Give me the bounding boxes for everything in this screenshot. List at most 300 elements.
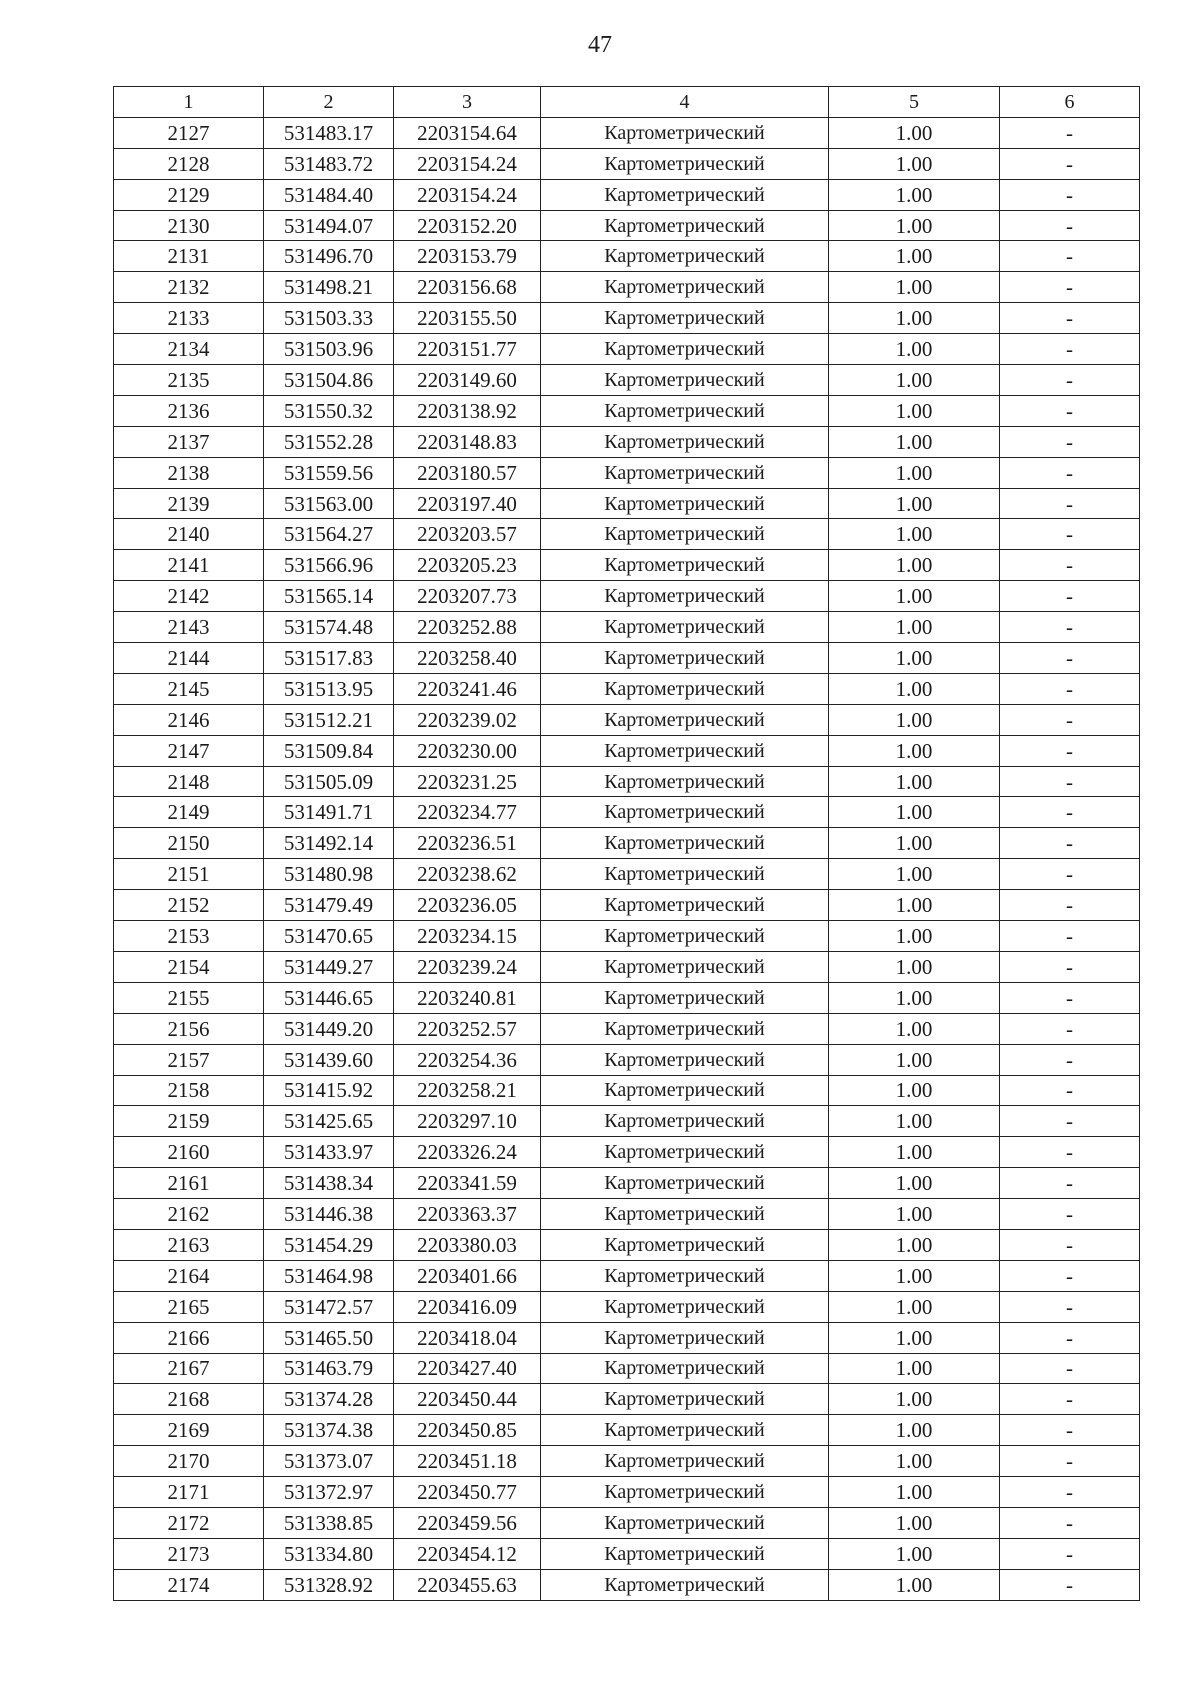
method-cell: Картометрический: [541, 1569, 829, 1600]
note-cell: -: [1000, 797, 1140, 828]
method-cell: Картометрический: [541, 982, 829, 1013]
table-row: [114, 1353, 1140, 1384]
x-coordinate-cell: 531552.28: [264, 426, 394, 457]
method-cell: Картометрический: [541, 1353, 829, 1384]
method-cell: Картометрический: [541, 1013, 829, 1044]
accuracy-cell: 1.00: [829, 334, 1000, 365]
method-cell: Картометрический: [541, 334, 829, 365]
x-coordinate-cell: 531480.98: [264, 859, 394, 890]
y-coordinate-cell: 2203455.63: [394, 1569, 541, 1600]
note-cell: -: [1000, 1477, 1140, 1508]
y-coordinate-cell: 2203155.50: [394, 303, 541, 334]
x-coordinate-cell: 531374.38: [264, 1415, 394, 1446]
accuracy-cell: 1.00: [829, 365, 1000, 396]
y-coordinate-cell: 2203149.60: [394, 365, 541, 396]
table-row: [114, 859, 1140, 890]
table-row: [114, 148, 1140, 179]
point-number-cell: 2139: [114, 488, 264, 519]
x-coordinate-cell: 531425.65: [264, 1106, 394, 1137]
x-coordinate-cell: 531449.27: [264, 951, 394, 982]
coordinates-table: [113, 86, 1140, 1601]
method-cell: Картометрический: [541, 365, 829, 396]
y-coordinate-cell: 2203297.10: [394, 1106, 541, 1137]
note-cell: -: [1000, 951, 1140, 982]
y-coordinate-cell: 2203180.57: [394, 457, 541, 488]
x-coordinate-cell: 531517.83: [264, 643, 394, 674]
method-cell: Картометрический: [541, 395, 829, 426]
accuracy-cell: 1.00: [829, 395, 1000, 426]
y-coordinate-cell: 2203154.64: [394, 117, 541, 148]
note-cell: -: [1000, 1260, 1140, 1291]
note-cell: -: [1000, 1322, 1140, 1353]
x-coordinate-cell: 531334.80: [264, 1538, 394, 1569]
y-coordinate-cell: 2203450.44: [394, 1384, 541, 1415]
x-coordinate-cell: 531465.50: [264, 1322, 394, 1353]
y-coordinate-cell: 2203254.36: [394, 1044, 541, 1075]
method-cell: Картометрический: [541, 581, 829, 612]
accuracy-cell: 1.00: [829, 581, 1000, 612]
point-number-cell: 2174: [114, 1569, 264, 1600]
note-cell: -: [1000, 982, 1140, 1013]
accuracy-cell: 1.00: [829, 457, 1000, 488]
point-number-cell: 2140: [114, 519, 264, 550]
x-coordinate-cell: 531372.97: [264, 1477, 394, 1508]
method-cell: Картометрический: [541, 1291, 829, 1322]
column-header: 5: [829, 87, 1000, 118]
note-cell: -: [1000, 704, 1140, 735]
y-coordinate-cell: 2203197.40: [394, 488, 541, 519]
y-coordinate-cell: 2203234.15: [394, 921, 541, 952]
accuracy-cell: 1.00: [829, 1044, 1000, 1075]
accuracy-cell: 1.00: [829, 921, 1000, 952]
note-cell: -: [1000, 395, 1140, 426]
x-coordinate-cell: 531491.71: [264, 797, 394, 828]
table-row: [114, 951, 1140, 982]
accuracy-cell: 1.00: [829, 1106, 1000, 1137]
x-coordinate-cell: 531483.17: [264, 117, 394, 148]
method-cell: Картометрический: [541, 766, 829, 797]
method-cell: Картометрический: [541, 797, 829, 828]
y-coordinate-cell: 2203450.85: [394, 1415, 541, 1446]
y-coordinate-cell: 2203230.00: [394, 735, 541, 766]
note-cell: -: [1000, 457, 1140, 488]
method-cell: Картометрический: [541, 488, 829, 519]
note-cell: -: [1000, 550, 1140, 581]
accuracy-cell: 1.00: [829, 426, 1000, 457]
x-coordinate-cell: 531464.98: [264, 1260, 394, 1291]
accuracy-cell: 1.00: [829, 117, 1000, 148]
accuracy-cell: 1.00: [829, 1137, 1000, 1168]
y-coordinate-cell: 2203418.04: [394, 1322, 541, 1353]
note-cell: -: [1000, 890, 1140, 921]
point-number-cell: 2172: [114, 1507, 264, 1538]
method-cell: Картометрический: [541, 519, 829, 550]
y-coordinate-cell: 2203380.03: [394, 1229, 541, 1260]
method-cell: Картометрический: [541, 643, 829, 674]
accuracy-cell: 1.00: [829, 303, 1000, 334]
table-row: [114, 519, 1140, 550]
accuracy-cell: 1.00: [829, 179, 1000, 210]
x-coordinate-cell: 531483.72: [264, 148, 394, 179]
note-cell: -: [1000, 643, 1140, 674]
note-cell: -: [1000, 1013, 1140, 1044]
note-cell: -: [1000, 334, 1140, 365]
note-cell: -: [1000, 673, 1140, 704]
method-cell: Картометрический: [541, 612, 829, 643]
x-coordinate-cell: 531492.14: [264, 828, 394, 859]
x-coordinate-cell: 531504.86: [264, 365, 394, 396]
x-coordinate-cell: 531563.00: [264, 488, 394, 519]
y-coordinate-cell: 2203450.77: [394, 1477, 541, 1508]
method-cell: Картометрический: [541, 1507, 829, 1538]
point-number-cell: 2170: [114, 1446, 264, 1477]
y-coordinate-cell: 2203451.18: [394, 1446, 541, 1477]
accuracy-cell: 1.00: [829, 1168, 1000, 1199]
note-cell: -: [1000, 1353, 1140, 1384]
point-number-cell: 2162: [114, 1199, 264, 1230]
note-cell: -: [1000, 1538, 1140, 1569]
y-coordinate-cell: 2203454.12: [394, 1538, 541, 1569]
accuracy-cell: 1.00: [829, 1415, 1000, 1446]
x-coordinate-cell: 531484.40: [264, 179, 394, 210]
note-cell: -: [1000, 1137, 1140, 1168]
note-cell: -: [1000, 426, 1140, 457]
y-coordinate-cell: 2203459.56: [394, 1507, 541, 1538]
note-cell: -: [1000, 735, 1140, 766]
table-row: [114, 673, 1140, 704]
x-coordinate-cell: 531566.96: [264, 550, 394, 581]
point-number-cell: 2129: [114, 179, 264, 210]
note-cell: -: [1000, 1075, 1140, 1106]
point-number-cell: 2127: [114, 117, 264, 148]
x-coordinate-cell: 531496.70: [264, 241, 394, 272]
accuracy-cell: 1.00: [829, 1569, 1000, 1600]
x-coordinate-cell: 531503.96: [264, 334, 394, 365]
point-number-cell: 2147: [114, 735, 264, 766]
x-coordinate-cell: 531509.84: [264, 735, 394, 766]
x-coordinate-cell: 531550.32: [264, 395, 394, 426]
x-coordinate-cell: 531479.49: [264, 890, 394, 921]
y-coordinate-cell: 2203326.24: [394, 1137, 541, 1168]
note-cell: -: [1000, 766, 1140, 797]
column-header: 1: [114, 87, 264, 118]
method-cell: Картометрический: [541, 1106, 829, 1137]
method-cell: Картометрический: [541, 210, 829, 241]
point-number-cell: 2171: [114, 1477, 264, 1508]
accuracy-cell: 1.00: [829, 704, 1000, 735]
y-coordinate-cell: 2203138.92: [394, 395, 541, 426]
point-number-cell: 2148: [114, 766, 264, 797]
point-number-cell: 2130: [114, 210, 264, 241]
method-cell: Картометрический: [541, 1260, 829, 1291]
x-coordinate-cell: 531559.56: [264, 457, 394, 488]
table-row: [114, 1322, 1140, 1353]
accuracy-cell: 1.00: [829, 1291, 1000, 1322]
y-coordinate-cell: 2203205.23: [394, 550, 541, 581]
x-coordinate-cell: 531513.95: [264, 673, 394, 704]
table-row: [114, 179, 1140, 210]
point-number-cell: 2146: [114, 704, 264, 735]
accuracy-cell: 1.00: [829, 1229, 1000, 1260]
note-cell: -: [1000, 1229, 1140, 1260]
x-coordinate-cell: 531574.48: [264, 612, 394, 643]
table-body: [114, 117, 1140, 1600]
table-row: [114, 1106, 1140, 1137]
table-row: [114, 1199, 1140, 1230]
table-row: [114, 210, 1140, 241]
method-cell: Картометрический: [541, 951, 829, 982]
point-number-cell: 2158: [114, 1075, 264, 1106]
note-cell: -: [1000, 365, 1140, 396]
method-cell: Картометрический: [541, 921, 829, 952]
x-coordinate-cell: 531439.60: [264, 1044, 394, 1075]
method-cell: Картометрический: [541, 117, 829, 148]
table-row: [114, 1168, 1140, 1199]
y-coordinate-cell: 2203239.24: [394, 951, 541, 982]
y-coordinate-cell: 2203203.57: [394, 519, 541, 550]
y-coordinate-cell: 2203156.68: [394, 272, 541, 303]
method-cell: Картометрический: [541, 426, 829, 457]
point-number-cell: 2166: [114, 1322, 264, 1353]
accuracy-cell: 1.00: [829, 1507, 1000, 1538]
column-header: 3: [394, 87, 541, 118]
point-number-cell: 2128: [114, 148, 264, 179]
x-coordinate-cell: 531373.07: [264, 1446, 394, 1477]
x-coordinate-cell: 531446.65: [264, 982, 394, 1013]
point-number-cell: 2151: [114, 859, 264, 890]
x-coordinate-cell: 531438.34: [264, 1168, 394, 1199]
table-row: [114, 117, 1140, 148]
method-cell: Картометрический: [541, 1199, 829, 1230]
point-number-cell: 2157: [114, 1044, 264, 1075]
note-cell: -: [1000, 210, 1140, 241]
note-cell: -: [1000, 1415, 1140, 1446]
point-number-cell: 2133: [114, 303, 264, 334]
accuracy-cell: 1.00: [829, 673, 1000, 704]
point-number-cell: 2131: [114, 241, 264, 272]
table-row: [114, 1415, 1140, 1446]
accuracy-cell: 1.00: [829, 1199, 1000, 1230]
accuracy-cell: 1.00: [829, 1446, 1000, 1477]
note-cell: -: [1000, 303, 1140, 334]
note-cell: -: [1000, 117, 1140, 148]
point-number-cell: 2167: [114, 1353, 264, 1384]
note-cell: -: [1000, 1106, 1140, 1137]
x-coordinate-cell: 531374.28: [264, 1384, 394, 1415]
method-cell: Картометрический: [541, 148, 829, 179]
column-header: 2: [264, 87, 394, 118]
accuracy-cell: 1.00: [829, 241, 1000, 272]
x-coordinate-cell: 531328.92: [264, 1569, 394, 1600]
note-cell: -: [1000, 272, 1140, 303]
table-row: [114, 921, 1140, 952]
table-row: [114, 828, 1140, 859]
point-number-cell: 2138: [114, 457, 264, 488]
x-coordinate-cell: 531338.85: [264, 1507, 394, 1538]
table-row: [114, 1013, 1140, 1044]
method-cell: Картометрический: [541, 272, 829, 303]
y-coordinate-cell: 2203401.66: [394, 1260, 541, 1291]
y-coordinate-cell: 2203252.57: [394, 1013, 541, 1044]
note-cell: -: [1000, 828, 1140, 859]
note-cell: -: [1000, 488, 1140, 519]
x-coordinate-cell: 531446.38: [264, 1199, 394, 1230]
point-number-cell: 2153: [114, 921, 264, 952]
note-cell: -: [1000, 1168, 1140, 1199]
y-coordinate-cell: 2203258.40: [394, 643, 541, 674]
y-coordinate-cell: 2203240.81: [394, 982, 541, 1013]
table-row: [114, 1137, 1140, 1168]
y-coordinate-cell: 2203416.09: [394, 1291, 541, 1322]
x-coordinate-cell: 531449.20: [264, 1013, 394, 1044]
point-number-cell: 2136: [114, 395, 264, 426]
point-number-cell: 2152: [114, 890, 264, 921]
method-cell: Картометрический: [541, 828, 829, 859]
table-row: [114, 890, 1140, 921]
method-cell: Картометрический: [541, 1477, 829, 1508]
y-coordinate-cell: 2203151.77: [394, 334, 541, 365]
y-coordinate-cell: 2203427.40: [394, 1353, 541, 1384]
method-cell: Картометрический: [541, 890, 829, 921]
y-coordinate-cell: 2203236.51: [394, 828, 541, 859]
method-cell: Картометрический: [541, 241, 829, 272]
y-coordinate-cell: 2203238.62: [394, 859, 541, 890]
y-coordinate-cell: 2203154.24: [394, 179, 541, 210]
table-row: [114, 982, 1140, 1013]
accuracy-cell: 1.00: [829, 735, 1000, 766]
accuracy-cell: 1.00: [829, 828, 1000, 859]
accuracy-cell: 1.00: [829, 1477, 1000, 1508]
table-row: [114, 272, 1140, 303]
point-number-cell: 2143: [114, 612, 264, 643]
point-number-cell: 2161: [114, 1168, 264, 1199]
table-header-row: [114, 87, 1140, 118]
y-coordinate-cell: 2203231.25: [394, 766, 541, 797]
y-coordinate-cell: 2203153.79: [394, 241, 541, 272]
table-row: [114, 1446, 1140, 1477]
x-coordinate-cell: 531564.27: [264, 519, 394, 550]
note-cell: -: [1000, 519, 1140, 550]
accuracy-cell: 1.00: [829, 1353, 1000, 1384]
x-coordinate-cell: 531503.33: [264, 303, 394, 334]
note-cell: -: [1000, 859, 1140, 890]
y-coordinate-cell: 2203236.05: [394, 890, 541, 921]
table-row: [114, 704, 1140, 735]
note-cell: -: [1000, 1384, 1140, 1415]
table-row: [114, 241, 1140, 272]
accuracy-cell: 1.00: [829, 797, 1000, 828]
note-cell: -: [1000, 1507, 1140, 1538]
point-number-cell: 2141: [114, 550, 264, 581]
method-cell: Картометрический: [541, 1075, 829, 1106]
method-cell: Картометрический: [541, 1044, 829, 1075]
table-row: [114, 1384, 1140, 1415]
table-row: [114, 1075, 1140, 1106]
point-number-cell: 2144: [114, 643, 264, 674]
accuracy-cell: 1.00: [829, 982, 1000, 1013]
y-coordinate-cell: 2203152.20: [394, 210, 541, 241]
note-cell: -: [1000, 148, 1140, 179]
method-cell: Картометрический: [541, 457, 829, 488]
method-cell: Картометрический: [541, 1137, 829, 1168]
method-cell: Картометрический: [541, 735, 829, 766]
note-cell: -: [1000, 179, 1140, 210]
point-number-cell: 2165: [114, 1291, 264, 1322]
point-number-cell: 2132: [114, 272, 264, 303]
point-number-cell: 2135: [114, 365, 264, 396]
table-row: [114, 1229, 1140, 1260]
point-number-cell: 2169: [114, 1415, 264, 1446]
y-coordinate-cell: 2203258.21: [394, 1075, 541, 1106]
table-row: [114, 334, 1140, 365]
method-cell: Картометрический: [541, 673, 829, 704]
accuracy-cell: 1.00: [829, 210, 1000, 241]
x-coordinate-cell: 531463.79: [264, 1353, 394, 1384]
method-cell: Картометрический: [541, 1229, 829, 1260]
method-cell: Картометрический: [541, 1322, 829, 1353]
method-cell: Картометрический: [541, 1168, 829, 1199]
accuracy-cell: 1.00: [829, 1260, 1000, 1291]
table-row: [114, 488, 1140, 519]
y-coordinate-cell: 2203241.46: [394, 673, 541, 704]
point-number-cell: 2160: [114, 1137, 264, 1168]
accuracy-cell: 1.00: [829, 890, 1000, 921]
table-row: [114, 612, 1140, 643]
table-row: [114, 457, 1140, 488]
table-row: [114, 643, 1140, 674]
note-cell: -: [1000, 1291, 1140, 1322]
y-coordinate-cell: 2203252.88: [394, 612, 541, 643]
method-cell: Картометрический: [541, 1384, 829, 1415]
y-coordinate-cell: 2203234.77: [394, 797, 541, 828]
table-row: [114, 1538, 1140, 1569]
y-coordinate-cell: 2203154.24: [394, 148, 541, 179]
table-row: [114, 797, 1140, 828]
table-row: [114, 1260, 1140, 1291]
point-number-cell: 2145: [114, 673, 264, 704]
table-row: [114, 426, 1140, 457]
x-coordinate-cell: 531494.07: [264, 210, 394, 241]
x-coordinate-cell: 531505.09: [264, 766, 394, 797]
x-coordinate-cell: 531498.21: [264, 272, 394, 303]
note-cell: -: [1000, 241, 1140, 272]
accuracy-cell: 1.00: [829, 148, 1000, 179]
table-row: [114, 303, 1140, 334]
method-cell: Картометрический: [541, 550, 829, 581]
accuracy-cell: 1.00: [829, 1013, 1000, 1044]
x-coordinate-cell: 531433.97: [264, 1137, 394, 1168]
point-number-cell: 2154: [114, 951, 264, 982]
point-number-cell: 2173: [114, 1538, 264, 1569]
x-coordinate-cell: 531512.21: [264, 704, 394, 735]
point-number-cell: 2137: [114, 426, 264, 457]
y-coordinate-cell: 2203363.37: [394, 1199, 541, 1230]
y-coordinate-cell: 2203148.83: [394, 426, 541, 457]
note-cell: -: [1000, 921, 1140, 952]
table-row: [114, 550, 1140, 581]
y-coordinate-cell: 2203341.59: [394, 1168, 541, 1199]
note-cell: -: [1000, 612, 1140, 643]
accuracy-cell: 1.00: [829, 1322, 1000, 1353]
table-row: [114, 1044, 1140, 1075]
point-number-cell: 2149: [114, 797, 264, 828]
method-cell: Картометрический: [541, 704, 829, 735]
accuracy-cell: 1.00: [829, 550, 1000, 581]
accuracy-cell: 1.00: [829, 1384, 1000, 1415]
point-number-cell: 2134: [114, 334, 264, 365]
x-coordinate-cell: 531565.14: [264, 581, 394, 612]
method-cell: Картометрический: [541, 859, 829, 890]
